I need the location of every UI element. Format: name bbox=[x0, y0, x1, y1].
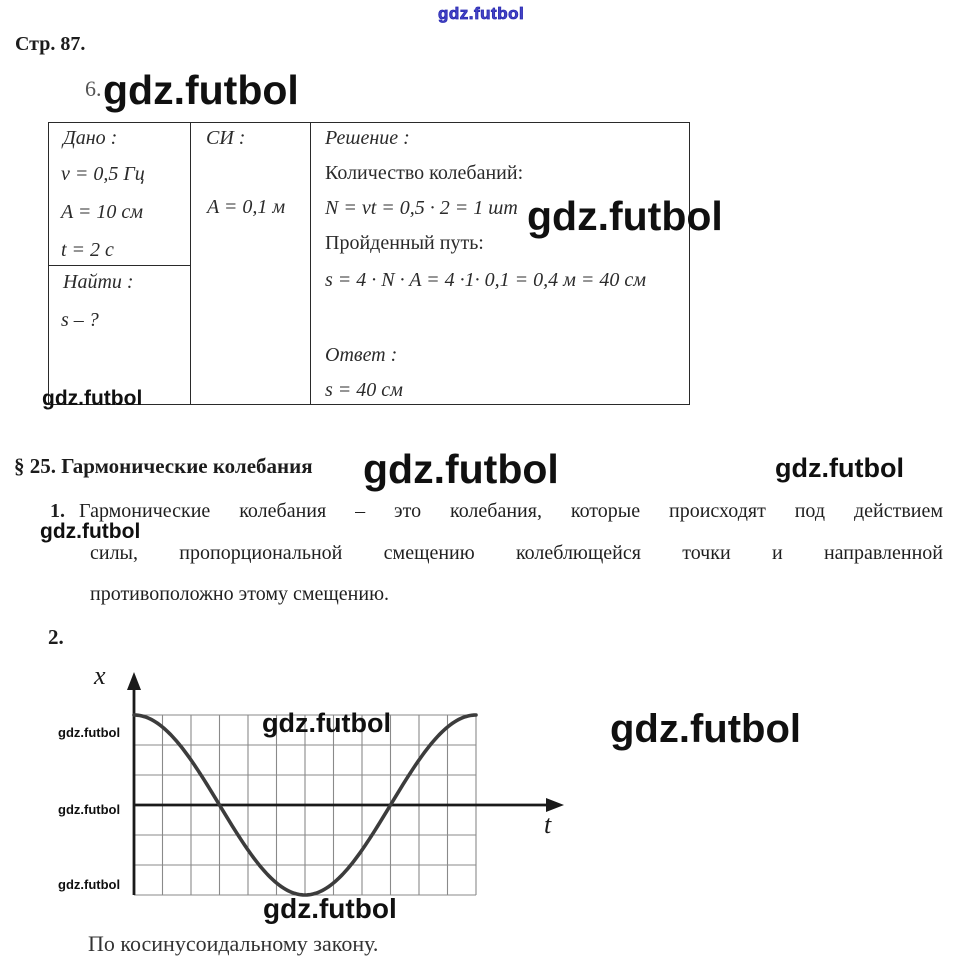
item2-number: 2. bbox=[48, 625, 64, 649]
item1-number: 1. bbox=[50, 500, 65, 522]
watermark-heading-large: gdz.futbol bbox=[363, 446, 559, 492]
watermark-below-chart: gdz.futbol bbox=[263, 893, 397, 924]
table-divider-1 bbox=[190, 123, 191, 404]
item1-line3: противоположно этому смещению. bbox=[90, 583, 390, 605]
table-given-find-divider bbox=[49, 265, 190, 266]
item1-line1 bbox=[50, 500, 943, 523]
watermark-table: gdz.futbol bbox=[527, 193, 723, 239]
item1-line2: силы, пропорциональной смещению колеблющейся точки и направленной bbox=[90, 542, 943, 564]
solution-step2-title: Пройденный путь: bbox=[325, 232, 484, 254]
find-value: s – ? bbox=[61, 309, 99, 331]
watermark-top: gdz.futbol bbox=[438, 4, 525, 23]
watermark-problem6: gdz.futbol bbox=[103, 67, 299, 113]
watermark-below-table: gdz.futbol bbox=[42, 387, 143, 410]
x-axis-label: t bbox=[544, 810, 552, 839]
answer-label: Ответ : bbox=[325, 344, 398, 366]
given-row: ν = 0,5 Гц bbox=[61, 163, 145, 185]
table-divider-2 bbox=[310, 123, 311, 404]
watermark-chart-inside: gdz.futbol bbox=[262, 708, 391, 738]
watermark-chart-left-2: gdz.futbol bbox=[58, 802, 121, 817]
problem-number: 6. bbox=[85, 76, 102, 101]
solution-label: Решение : bbox=[325, 127, 410, 149]
watermark-heading-right: gdz.futbol bbox=[775, 453, 904, 483]
find-label: Найти : bbox=[63, 271, 134, 293]
solution-table bbox=[48, 122, 690, 405]
solution-step1-formula: N = νt = 0,5 · 2 = 1 шт bbox=[325, 197, 518, 219]
section-heading: § 25. Гармонические колебания bbox=[14, 454, 313, 478]
watermark-paragraph: gdz.futbol bbox=[40, 520, 141, 543]
watermark-chart-right: gdz.futbol bbox=[610, 707, 802, 751]
si-value: A = 0,1 м bbox=[207, 196, 286, 218]
item2-caption: По косинусоидальному закону. bbox=[88, 931, 379, 956]
chart-canvas bbox=[127, 672, 564, 895]
page-title: Стр. 87. bbox=[15, 33, 86, 55]
y-axis-label: x bbox=[94, 661, 106, 690]
given-label: Дано : bbox=[63, 127, 118, 149]
si-label: СИ : bbox=[206, 127, 246, 149]
solution-step2-formula: s = 4 · N · A = 4 ·1· 0,1 = 0,4 м = 40 см bbox=[325, 269, 647, 291]
item1-line1-text: Гармонические колебания – это колебания, которые происходят под действием bbox=[79, 500, 943, 522]
watermark-chart-left-1: gdz.futbol bbox=[58, 725, 121, 740]
given-row: A = 10 см bbox=[61, 201, 143, 223]
given-row: t = 2 с bbox=[61, 239, 114, 261]
answer-value: s = 40 см bbox=[325, 379, 403, 401]
solution-step1-title: Количество колебаний: bbox=[325, 162, 524, 184]
watermark-chart-left-3: gdz.futbol bbox=[58, 877, 121, 892]
